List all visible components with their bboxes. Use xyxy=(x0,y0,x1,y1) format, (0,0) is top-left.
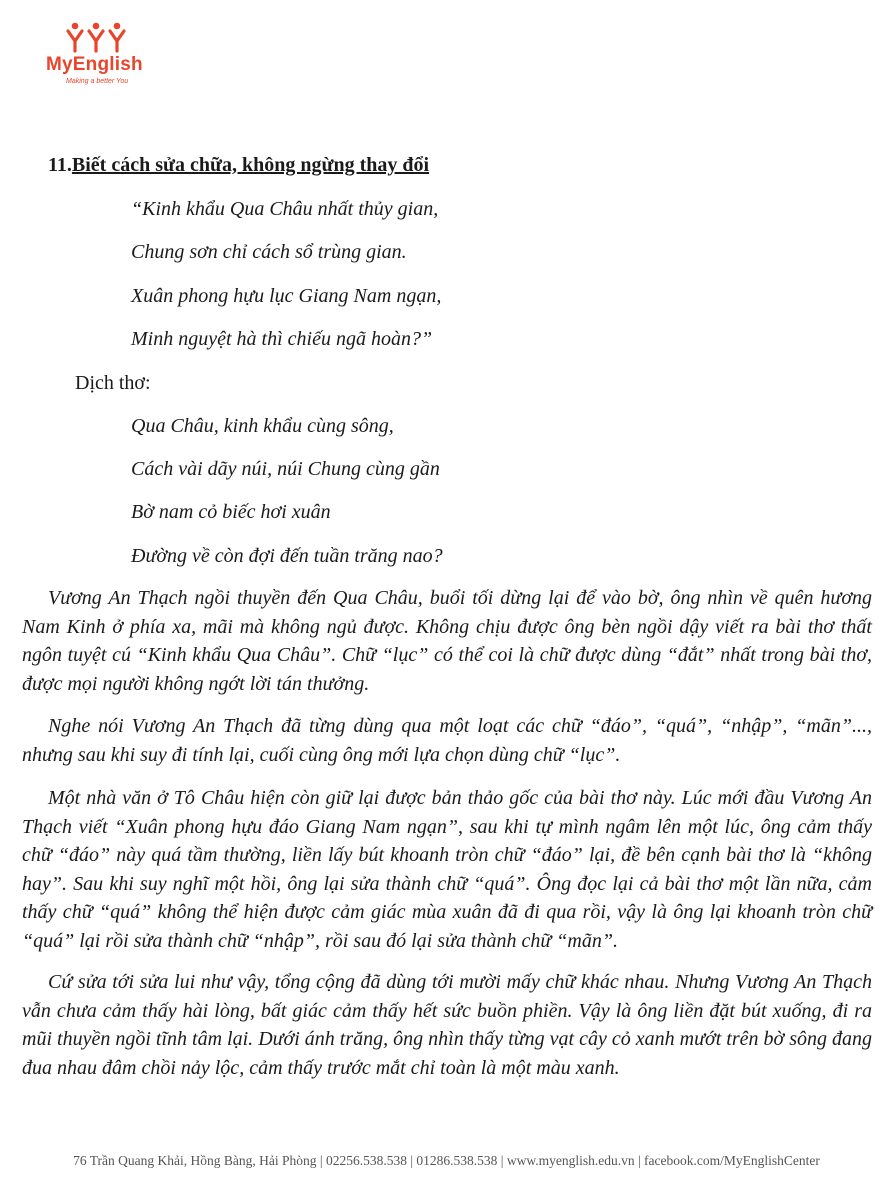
poem-translation-line: Bờ nam cỏ biếc hơi xuân xyxy=(131,501,331,523)
poem-translation-line: Qua Châu, kinh khẩu cùng sông, xyxy=(131,415,394,437)
body-paragraph: Nghe nói Vương An Thạch đã từng dùng qua một loạt các chữ “đáo”, “quá”, “nhập”, “mãn”..., nhưng sau khi suy đi tính lại, cuối cùng ông mới lựa chọn dùng chữ “lục”. xyxy=(22,715,872,766)
poem-translation-line: Đường về còn đợi đến tuần trăng nao? xyxy=(131,545,443,567)
translation-label: Dịch thơ: xyxy=(75,372,151,394)
poem-translation-line: Cách vài dãy núi, núi Chung cùng gần xyxy=(131,458,440,480)
three-people-icon xyxy=(66,20,126,54)
body-paragraph: Cứ sửa tới sửa lui như vậy, tổng cộng đã dùng tới mười mấy chữ khác nhau. Nhưng Vương An Thạch vẫn chưa cảm thấy hài lòng, bất giác cảm thấy hết sức buồn phiền. Vậy là ông liền đặt bút xuống, đi ra mũi thuyền ngồi tĩnh tâm lại. Dưới ánh trăng, ông nhìn thấy từng vạt cây cỏ xanh mướt trên bờ sông đang đua nhau đâm chồi nảy lộc, cảm thấy trước mắt chỉ toàn là một màu xanh. xyxy=(22,971,872,1079)
section-heading xyxy=(48,154,429,177)
brand-logo xyxy=(46,20,156,90)
poem-original-line: “Kinh khẩu Qua Châu nhất thủy gian, xyxy=(131,198,439,220)
brand-tagline: Making a better You xyxy=(66,78,129,85)
poem-original-line: Xuân phong hựu lục Giang Nam ngạn, xyxy=(131,285,442,307)
footer-contact: 76 Trần Quang Khải, Hồng Bàng, Hải Phòng | 02256.538.538 | 01286.538.538 | www.myenglish.edu.vn | facebook.com/MyEnglishCenter xyxy=(73,1153,820,1168)
poem-original-line: Minh nguyệt hà thì chiếu ngã hoàn?” xyxy=(131,328,433,350)
body-paragraph: Một nhà văn ở Tô Châu hiện còn giữ lại được bản thảo gốc của bài thơ này. Lúc mới đầu Vương An Thạch viết “Xuân phong hựu đáo Giang Nam ngạn”, sau khi tự mình ngâm lên một lúc, ông cảm thấy chữ “đáo” này quá tầm thường, liền lấy bút khoanh tròn chữ “đáo” lại, đề bên cạnh bài thơ là “không hay”. Sau khi suy nghĩ một hồi, ông lại sửa thành chữ “quá”. Ông đọc lại cả bài thơ một lần nữa, cảm thấy chữ “quá” không thể hiện được cảm giác mùa xuân đã đi qua rồi, vậy là ông lại khoanh tròn chữ “quá” lại rồi sửa thành chữ “nhập”, rồi sau đó lại sửa thành chữ “mãn”. xyxy=(22,787,872,952)
brand-name: MyEnglish xyxy=(46,54,143,75)
section-title: Biết cách sửa chữa, không ngừng thay đổi xyxy=(71,154,430,176)
section-number: 11. xyxy=(48,154,72,176)
body-paragraph: Vương An Thạch ngồi thuyền đến Qua Châu, buổi tối dừng lại để vào bờ, ông nhìn về quên hương Nam Kinh ở phía xa, mãi mà không ngủ được. Không chịu được ông bèn ngồi dậy viết ra bài thơ thất ngôn tuyệt cú “Kinh khẩu Qua Châu”. Chữ “lục” có thể coi là chữ được dùng “đắt” nhất trong bài thơ, được mọi người không ngớt lời tán thưởng. xyxy=(22,587,872,695)
poem-original-line: Chung sơn chỉ cách sổ trùng gian. xyxy=(131,241,407,263)
